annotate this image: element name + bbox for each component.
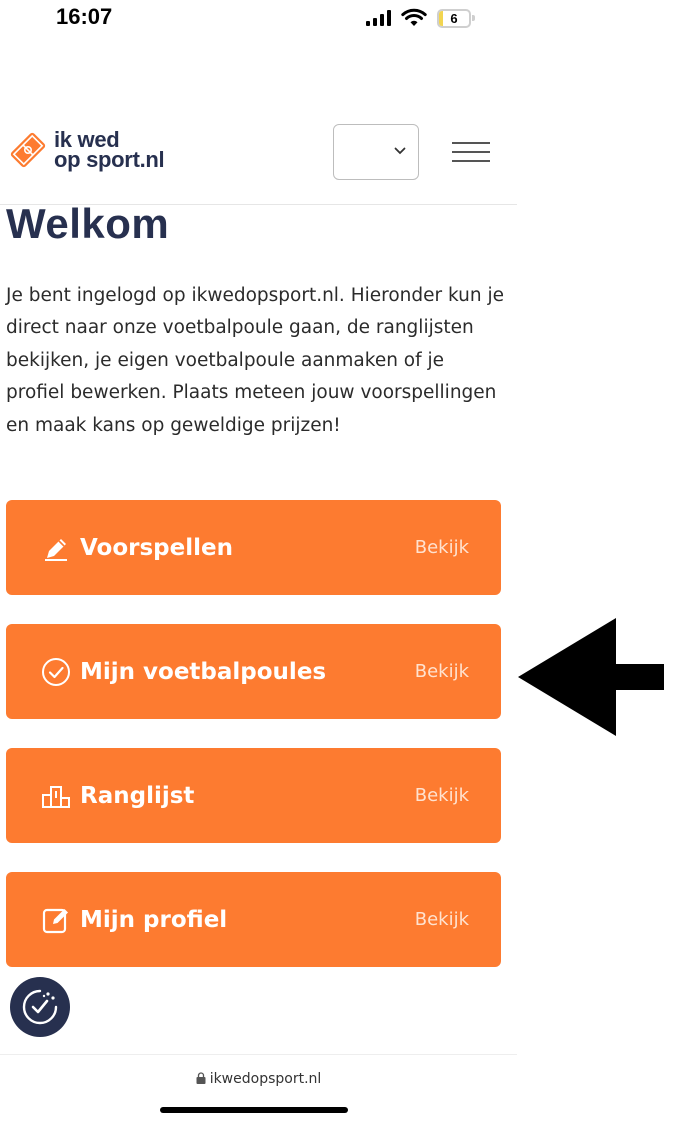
card-mijn-profiel[interactable]: [6, 872, 501, 967]
battery-icon: [437, 9, 471, 28]
card-label: Mijn profiel: [80, 906, 228, 933]
cellular-signal-icon: [366, 10, 391, 26]
intro-text: Je bent ingelogd op ikwedopsport.nl. Hieronder kun je direct naar onze voetbalpoule gaan, de ranglijsten bekijken, je eigen voetbalpoule aanmaken of je profiel bewerken. Plaats meteen jouw voorspellingen en maak kans op geweldige prijzen!: [6, 285, 504, 436]
card-label: Ranglijst: [80, 782, 195, 809]
cookie-consent-button[interactable]: [10, 977, 70, 1037]
podium-icon: [40, 780, 72, 812]
site-header: [0, 100, 517, 205]
football-pitch-logo-icon: [6, 128, 50, 172]
battery-fill: [439, 11, 443, 26]
battery-level: 6: [450, 10, 458, 26]
wifi-icon: [401, 8, 427, 28]
logo-text: [54, 127, 165, 172]
card-ranglijst[interactable]: [6, 748, 501, 843]
url-display[interactable]: [0, 1071, 517, 1087]
logo-line-2: op sport.nl: [54, 147, 165, 172]
status-time: 16:07: [56, 4, 113, 29]
site-logo[interactable]: [6, 128, 164, 172]
battery-nub: [472, 15, 475, 21]
browser-address-bar[interactable]: [0, 1054, 517, 1126]
card-action-link[interactable]: Bekijk: [414, 537, 469, 558]
check-badge-icon: [20, 987, 60, 1027]
page-title: Welkom: [6, 200, 170, 247]
check-circle-icon: [40, 656, 72, 688]
card-label: Mijn voetbalpoules: [80, 658, 327, 685]
url-text: ikwedopsport.nl: [209, 1071, 322, 1087]
card-voorspellen[interactable]: [6, 500, 501, 595]
home-indicator[interactable]: [160, 1107, 348, 1113]
hamburger-icon[interactable]: [452, 142, 490, 164]
language-select[interactable]: [333, 124, 419, 180]
card-action-link[interactable]: Bekijk: [414, 909, 469, 930]
card-mijn-voetbalpoules[interactable]: [6, 624, 501, 719]
chevron-down-icon: [394, 147, 406, 155]
pencil-icon: [40, 532, 72, 564]
edit-square-icon: [40, 904, 72, 936]
card-action-link[interactable]: Bekijk: [414, 661, 469, 682]
card-action-link[interactable]: Bekijk: [414, 785, 469, 806]
status-bar: [0, 0, 520, 40]
lock-icon: [196, 1072, 206, 1084]
status-icons: [366, 8, 475, 28]
arrow-left-icon: [518, 618, 666, 736]
card-label: Voorspellen: [80, 534, 233, 561]
logo-line-1: ik wed: [54, 127, 120, 152]
